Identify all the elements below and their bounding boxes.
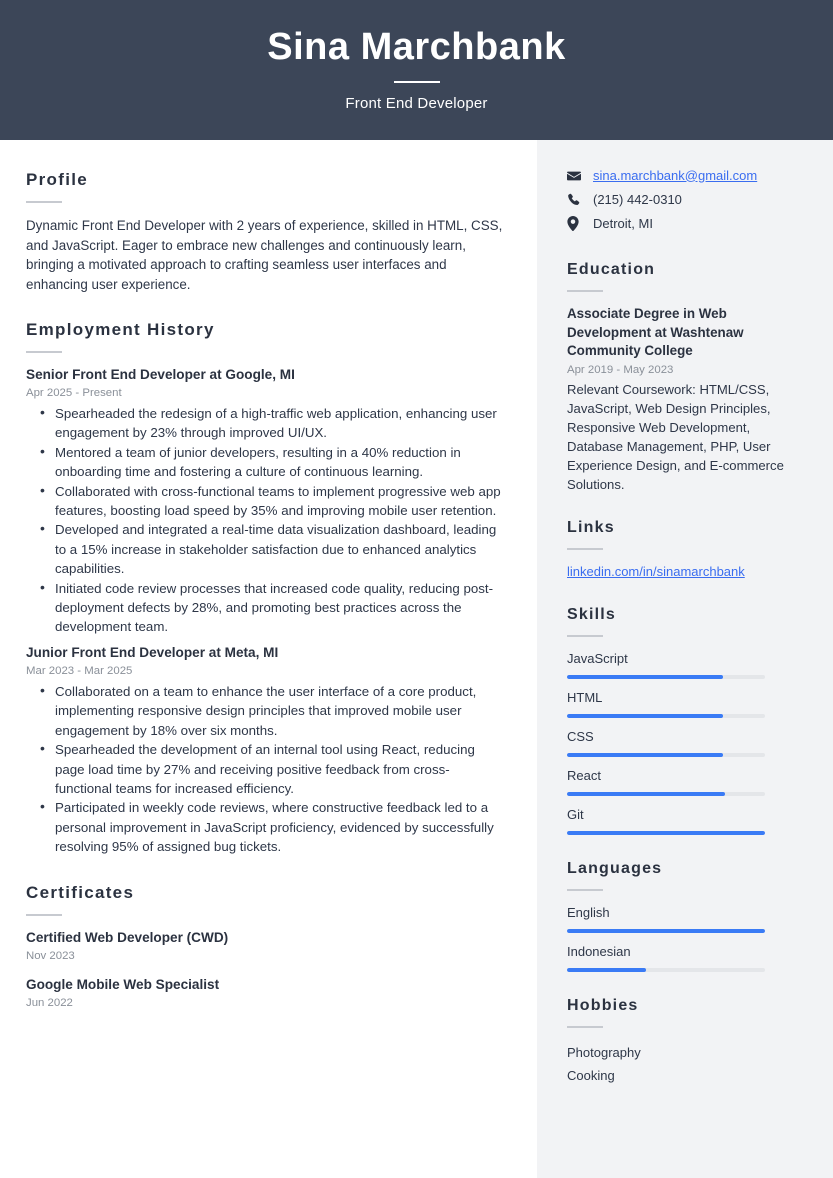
- education-section: [567, 261, 797, 494]
- job-bullets: [26, 404, 505, 637]
- skill-label: React: [567, 767, 601, 783]
- hobby-item: Photography: [567, 1044, 641, 1060]
- contact-email[interactable]: [567, 166, 797, 185]
- job-date: Apr 2025 - Present: [26, 387, 122, 399]
- section-divider: [567, 548, 603, 550]
- skill-item: [567, 806, 797, 835]
- links-section: [567, 519, 797, 581]
- contact-location: [567, 214, 797, 233]
- profile-heading: Profile: [26, 170, 89, 189]
- contact-phone: [567, 190, 797, 209]
- skill-bar-fill: [567, 714, 723, 718]
- skill-bar-fill: [567, 792, 725, 796]
- job-bullet: • Participated in weekly code reviews, where constructive feedback led to a personal improvement in JavaScript proficiency, evidenced by successfully resolving 95% of assigned bug tickets.: [26, 798, 505, 856]
- employment-section: [26, 320, 505, 857]
- skill-item: [567, 728, 797, 757]
- header-divider: [394, 81, 440, 83]
- phone-number: (215) 442-0310: [593, 191, 682, 207]
- job-bullet: • Mentored a team of junior developers, resulting in a 40% reduction in onboarding time and fostering a culture of continuous learning.: [26, 443, 505, 482]
- skill-bar-track: [567, 675, 765, 679]
- languages-heading: Languages: [567, 859, 663, 877]
- location-pin-icon: [567, 216, 585, 231]
- certificate-date: Jun 2022: [26, 996, 73, 1009]
- certificate-entry: [26, 976, 505, 1011]
- envelope-icon: [567, 169, 585, 183]
- skill-item: [567, 767, 797, 796]
- section-divider: [26, 914, 62, 916]
- language-label: Indonesian: [567, 943, 631, 959]
- job-bullet: • Spearheaded the development of an internal tool using React, reducing page load time by 27% and receiving positive feedback from cross-functional teams for increased efficiency.: [26, 740, 505, 798]
- sidebar-column: [537, 140, 833, 1178]
- job-bullets: [26, 682, 505, 857]
- language-bar-fill: [567, 968, 646, 972]
- hobbies-heading: Hobbies: [567, 996, 639, 1014]
- education-title: Associate Degree in Web Development at Washtenaw Community College: [567, 306, 744, 358]
- main-column: [0, 140, 537, 1178]
- skill-item: [567, 650, 797, 679]
- candidate-job-title: Front End Developer: [345, 94, 488, 112]
- certificate-title: Certified Web Developer (CWD): [26, 929, 229, 945]
- skill-bar-fill: [567, 831, 765, 835]
- skill-bar-fill: [567, 675, 723, 679]
- candidate-name: Sina Marchbank: [267, 26, 566, 69]
- certificate-title: Google Mobile Web Specialist: [26, 976, 220, 992]
- education-date: Apr 2019 - May 2023: [567, 363, 674, 376]
- section-divider: [26, 201, 62, 203]
- section-divider: [567, 1026, 603, 1028]
- employment-heading: Employment History: [26, 320, 215, 339]
- profile-section: [26, 170, 505, 294]
- resume-header: [0, 0, 833, 140]
- skill-bar-track: [567, 753, 765, 757]
- skill-label: HTML: [567, 689, 603, 705]
- job-bullet: • Collaborated with cross-functional teams to implement progressive web app features, boosting load speed by 35% and improving mobile user retention.: [26, 482, 505, 521]
- job-bullet: • Initiated code review processes that increased code quality, reducing post-deployment defects by 28%, and promoting best practices across the development team.: [26, 579, 505, 637]
- email-link[interactable]: sina.marchbank@gmail.com: [593, 167, 758, 183]
- language-item: [567, 943, 797, 972]
- language-bar-track: [567, 929, 765, 933]
- skill-label: JavaScript: [567, 650, 628, 666]
- skills-heading: Skills: [567, 605, 617, 623]
- hobbies-section: [567, 997, 797, 1087]
- profile-text: Dynamic Front End Developer with 2 years of experience, skilled in HTML, CSS, and JavaScript. Eager to embrace new challenges and continuously learn, bringing a motivated approach to crafting seamless user interfaces and enhancing user experience.: [26, 218, 503, 292]
- skill-item: [567, 689, 797, 718]
- certificate-date: Nov 2023: [26, 949, 75, 962]
- job-bullet: • Collaborated on a team to enhance the user interface of a core product, implementing responsive design principles that improved mobile user engagement by 18% over six months.: [26, 682, 505, 740]
- skill-bar-fill: [567, 753, 723, 757]
- language-label: English: [567, 904, 610, 920]
- linkedin-link[interactable]: linkedin.com/in/sinamarchbank: [567, 563, 745, 579]
- skill-label: CSS: [567, 728, 594, 744]
- job-title: Junior Front End Developer at Meta, MI: [26, 644, 279, 660]
- section-divider: [567, 290, 603, 292]
- section-divider: [26, 351, 62, 353]
- location-text: Detroit, MI: [593, 215, 653, 231]
- certificates-heading: Certificates: [26, 882, 135, 902]
- employment-entry: [26, 644, 505, 857]
- certificates-section: [26, 883, 505, 1011]
- certificate-entry: [26, 929, 505, 964]
- links-heading: Links: [567, 518, 615, 536]
- language-item: [567, 904, 797, 933]
- contact-list: [567, 166, 797, 233]
- education-heading: Education: [567, 261, 656, 278]
- skill-label: Git: [567, 806, 584, 822]
- skill-bar-track: [567, 792, 765, 796]
- job-bullet: • Developed and integrated a real-time data visualization dashboard, leading to a 15% increase in stakeholder satisfaction due to enhanced analytics capabilities.: [26, 520, 505, 578]
- employment-entry: [26, 366, 505, 637]
- job-title: Senior Front End Developer at Google, MI: [26, 367, 295, 382]
- skills-section: [567, 606, 797, 835]
- skill-bar-track: [567, 714, 765, 718]
- language-bar-fill: [567, 929, 765, 933]
- languages-section: [567, 860, 797, 972]
- job-date: Mar 2023 - Mar 2025: [26, 664, 133, 677]
- language-bar-track: [567, 968, 765, 972]
- section-divider: [567, 635, 603, 637]
- hobby-item: Cooking: [567, 1067, 615, 1083]
- job-bullet: • Spearheaded the redesign of a high-traffic web application, enhancing user engagement by 23% through improved UI/UX.: [26, 404, 505, 443]
- section-divider: [567, 889, 603, 891]
- skill-bar-track: [567, 831, 765, 835]
- education-description: Relevant Coursework: HTML/CSS, JavaScript, Web Design Principles, Responsive Web Development, Database Management, PHP, User Experience Design, and E-commerce Solutions.: [567, 381, 784, 492]
- phone-icon: [567, 193, 585, 207]
- resume-body: [0, 140, 833, 1178]
